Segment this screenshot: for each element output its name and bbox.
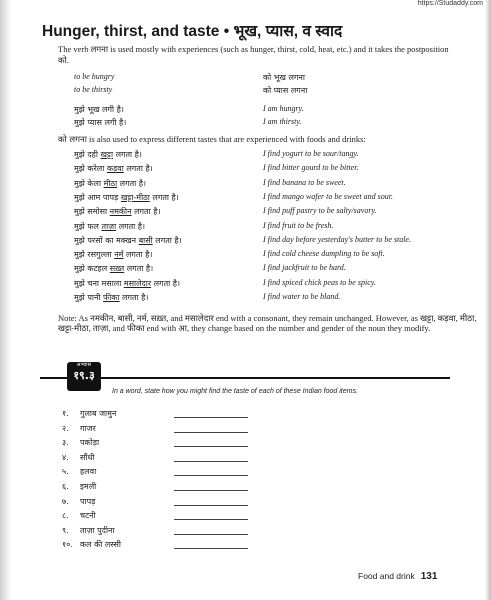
taste-hindi-post: लगता है।: [149, 192, 179, 202]
exercise-item-number: ६.: [62, 482, 69, 491]
example-hi-1: मुझे भूख लगी है।: [74, 105, 124, 114]
exercise-item-number: ५.: [62, 467, 69, 477]
taste-hindi-sentence: [74, 163, 153, 174]
exercise-answer-blank[interactable]: [174, 519, 248, 520]
taste-hindi-sentence: [74, 149, 142, 160]
taste-adjective: नमकीन: [109, 207, 132, 217]
taste-english-sentence: I find puff pastry to be salty/savory.: [263, 206, 377, 216]
exercise-item-word: सौंधी: [80, 452, 95, 462]
taste-hindi-pre: मुझे चना मसाला: [74, 278, 124, 288]
taste-hindi-pre: मुझे फल: [74, 221, 102, 231]
exercise-item: [62, 539, 322, 553]
taste-hindi-post: लगता है।: [152, 235, 182, 245]
taste-adjective: कड़वा: [106, 164, 124, 174]
exercise-item-word: हलवा: [80, 467, 97, 477]
exercise-item-number: ७.: [62, 496, 69, 506]
exercise-item-word: गाजर: [80, 423, 96, 433]
taste-english-sentence: I find water to be bland.: [263, 292, 341, 301]
taste-hindi-post: लगता है।: [151, 278, 181, 288]
page-number: 131: [420, 571, 438, 582]
section-title: Hunger, thirst, and taste • भूख, प्यास, व स्वाद: [42, 23, 343, 40]
exercise-item-word: ताज़ा पुदीना: [80, 525, 115, 535]
taste-adjective: फीका: [103, 293, 120, 302]
page-edge-shadow: [485, 0, 491, 600]
exercise-item-number: १०.: [62, 540, 73, 550]
exercise-badge-number: १९.३: [73, 369, 95, 382]
exercise-item: [62, 496, 322, 510]
taste-english-sentence: I find banana to be sweet.: [263, 177, 346, 187]
taste-english-sentence: I find fruit to be fresh.: [263, 220, 334, 230]
taste-adjective: मीठा: [103, 178, 118, 188]
taste-hindi-sentence: [74, 206, 161, 217]
page-spine-shadow: [0, 0, 12, 600]
infinitive-en-2: to be thirsty: [74, 85, 113, 94]
taste-intro-hi: को लगना: [58, 135, 87, 145]
taste-hindi-pre: मुझे परसों का मक्खन: [74, 235, 139, 245]
taste-hindi-sentence: [74, 278, 180, 289]
taste-hindi-sentence: [74, 292, 148, 303]
taste-hindi-post: लगता है।: [124, 264, 154, 274]
exercise-item: [62, 466, 322, 480]
exercise-item-number: ८.: [62, 511, 69, 521]
exercise-item: [62, 525, 322, 539]
taste-adjective: ताज़ा: [101, 221, 117, 231]
taste-hindi-sentence: [74, 178, 146, 189]
exercise-item: [62, 481, 322, 495]
exercise-answer-blank[interactable]: [174, 446, 248, 447]
taste-hindi-sentence: [74, 192, 179, 203]
exercise-item-number: २.: [62, 423, 69, 433]
footer-section: Food and drink: [358, 571, 415, 581]
exercise-divider: [40, 377, 450, 379]
taste-english-sentence: I find yogurt to be sour/tangy.: [263, 149, 359, 158]
infinitive-hi-1: को भूख लगना: [263, 73, 305, 82]
taste-hindi-sentence: [74, 263, 153, 274]
intro-paragraph: [58, 44, 458, 66]
exercise-item-number: १.: [62, 409, 69, 418]
exercise-item-word: गुलाब जामुन: [80, 409, 117, 418]
taste-adjective: सख़्त: [109, 264, 125, 274]
exercise-answer-blank[interactable]: [174, 417, 248, 418]
exercise-item: [62, 408, 322, 422]
exercise-answer-blank[interactable]: [174, 475, 248, 476]
taste-adjective: मसालेदार: [123, 278, 152, 288]
infinitive-en-1: to be hungry: [74, 72, 115, 81]
taste-hindi-post: लगता है।: [113, 150, 142, 159]
exercise-item: [62, 452, 322, 466]
taste-hindi-post: लगता है।: [123, 250, 153, 260]
exercise-item-number: ४.: [62, 452, 69, 462]
intro-postposition: को: [58, 56, 67, 66]
note-paragraph: Note: As नमकीन, बासी, नर्म, सख़्त, and मसालेदार end with a consonant, they remain unchanged. However, as खट्टा, कड़वा, मीठा, खट्टा-मीठा, ताज़ा, and फीका end with आ, they change based on the number and gender of the noun they modify.: [58, 313, 477, 333]
exercise-answer-blank[interactable]: [174, 548, 248, 549]
exercise-badge-label: अभ्यास: [76, 362, 92, 368]
exercise-answer-blank[interactable]: [174, 490, 248, 491]
taste-hindi-post: लगता है।: [116, 221, 146, 231]
taste-adjective: खट्टा-मीठा: [120, 192, 150, 202]
page-footer: [358, 571, 437, 582]
exercise-badge: [67, 362, 101, 391]
taste-adjective: बासी: [138, 235, 153, 245]
exercise-item: [62, 423, 322, 437]
exercise-item: [62, 437, 322, 451]
taste-intro-en: is also used to express different tastes that are experienced with foods and drinks:: [86, 134, 366, 144]
taste-hindi-pre: मुझे कटहल: [74, 264, 110, 274]
exercise-answer-blank[interactable]: [174, 461, 248, 462]
exercise-item-word: कल की लस्सी: [80, 540, 121, 550]
exercise-item-number: ९.: [62, 525, 69, 535]
exercise-item: [62, 510, 322, 524]
exercise-answer-blank[interactable]: [174, 534, 248, 535]
exercise-item-word: इमली: [80, 482, 97, 491]
infinitive-hi-2: को प्यास लगना: [263, 86, 308, 95]
taste-hindi-sentence: [74, 235, 182, 246]
taste-intro: [58, 134, 478, 145]
intro-pre: The verb: [58, 44, 91, 54]
exercise-item-word: चटनी: [80, 511, 96, 521]
intro-end: .: [66, 55, 69, 65]
taste-adjective: नर्म: [114, 250, 124, 260]
exercise-item-word: पकोड़ा: [80, 438, 100, 448]
taste-hindi-sentence: [74, 221, 145, 232]
taste-hindi-post: लगता है।: [119, 293, 149, 302]
taste-hindi-pre: मुझे पानी: [74, 293, 104, 302]
example-en-1: I am hungry.: [263, 104, 304, 113]
intro-post: is used mostly with experiences (such as hunger, thirst, cold, heat, etc.) and it takes the postposition: [108, 44, 449, 54]
example-en-2: I am thirsty.: [263, 117, 302, 126]
taste-english-sentence: I find bitter gourd to be bitter.: [263, 163, 359, 173]
intro-verb: लगना: [90, 45, 109, 55]
taste-english-sentence: I find mango wafer to be sweet and sour.: [263, 191, 393, 201]
taste-adjective: खट्टा: [100, 150, 114, 159]
taste-hindi-sentence: [74, 249, 152, 260]
example-hi-2: मुझे प्यास लगी है।: [74, 118, 127, 127]
taste-hindi-pre: मुझे दही: [74, 150, 101, 159]
taste-english-sentence: I find spiced chick peas to be spicy.: [263, 277, 376, 287]
exercise-item-number: ३.: [62, 438, 69, 448]
exercise-answer-blank[interactable]: [174, 505, 248, 506]
exercise-instruction: In a word, state how you might find the taste of each of these Indian food items.: [112, 388, 358, 395]
exercise-answer-blank[interactable]: [174, 432, 248, 433]
taste-hindi-post: लगता है।: [117, 178, 147, 188]
taste-hindi-post: लगता है।: [123, 164, 153, 174]
taste-english-sentence: I find jackfruit to be hard.: [263, 263, 346, 273]
taste-hindi-post: लगता है।: [131, 207, 161, 217]
taste-english-sentence: I find cold cheese dumpling to be soft.: [263, 249, 385, 259]
taste-hindi-pre: मुझे रसगुल्ला: [74, 250, 115, 260]
taste-hindi-pre: मुझे समोसा: [74, 207, 110, 217]
source-url[interactable]: https://Studaddy.com: [417, 0, 483, 7]
taste-hindi-pre: मुझे आम पापड़: [74, 192, 121, 202]
taste-hindi-pre: मुझे करेला: [74, 164, 107, 174]
taste-hindi-pre: मुझे केला: [74, 178, 104, 188]
exercise-item-word: पापड़: [80, 496, 96, 506]
taste-english-sentence: I find day before yesterday's butter to be stale.: [263, 234, 411, 244]
